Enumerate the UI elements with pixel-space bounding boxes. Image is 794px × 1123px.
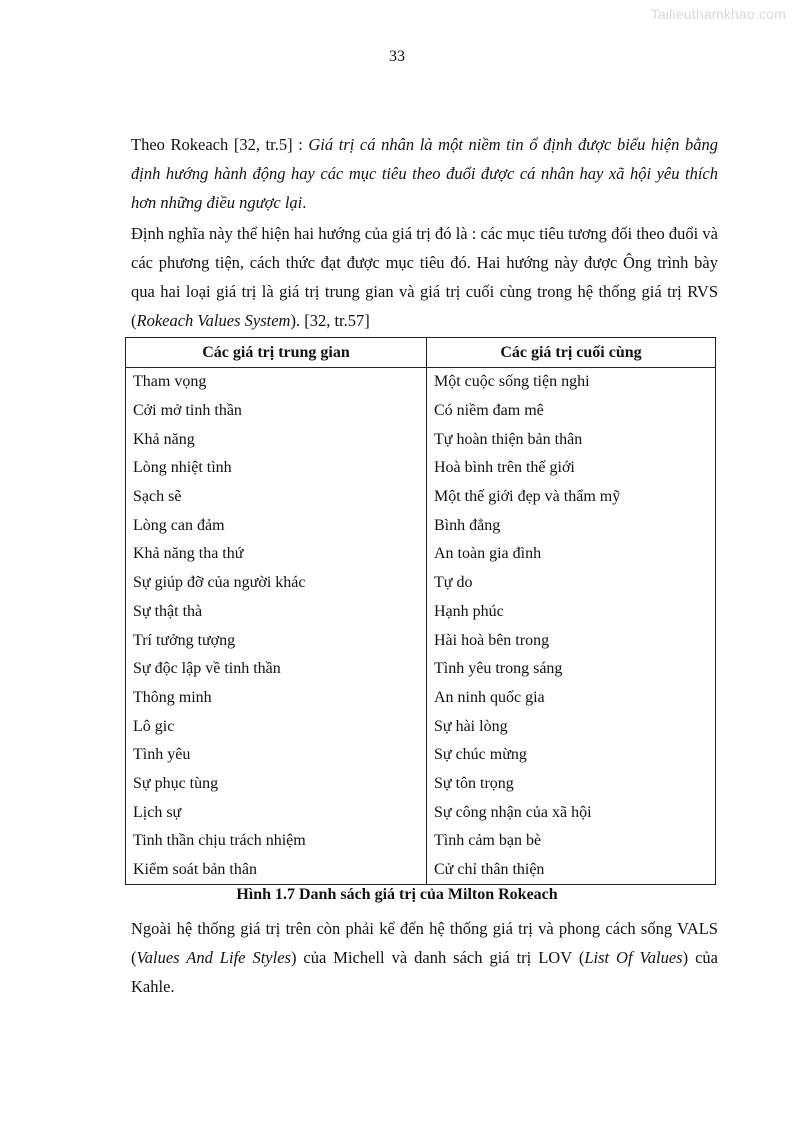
table-cell-instrumental: Sự giúp đỡ của người khác bbox=[126, 569, 427, 598]
table-cell-terminal: Sự chúc mừng bbox=[427, 741, 716, 770]
table-cell-instrumental: Thông minh bbox=[126, 684, 427, 713]
table-row bbox=[126, 712, 716, 741]
table-cell-instrumental: Lòng nhiệt tình bbox=[126, 454, 427, 483]
table-cell-instrumental: Sự độc lập về tinh thần bbox=[126, 655, 427, 684]
table-row bbox=[126, 569, 716, 598]
table-cell-instrumental: Sự thật thà bbox=[126, 598, 427, 627]
table-row bbox=[126, 540, 716, 569]
table-row bbox=[126, 368, 716, 397]
table-row bbox=[126, 598, 716, 627]
table-cell-terminal: Hài hoà bên trong bbox=[427, 626, 716, 655]
table-cell-terminal: Tự hoàn thiện bản thân bbox=[427, 425, 716, 454]
paragraph-text: ). [32, tr.57] bbox=[290, 311, 370, 330]
table-cell-terminal: An toàn gia đình bbox=[427, 540, 716, 569]
table-row bbox=[126, 856, 716, 885]
table-cell-instrumental: Lòng can đảm bbox=[126, 511, 427, 540]
table-cell-instrumental: Lô gic bbox=[126, 712, 427, 741]
table-cell-terminal: Hạnh phúc bbox=[427, 598, 716, 627]
table-cell-terminal: Sự tôn trọng bbox=[427, 770, 716, 799]
table-cell-instrumental: Tham vọng bbox=[126, 368, 427, 397]
paragraph-text: Định nghĩa này thể hiện hai hướng của giá trị đó là : các mục tiêu tương đối theo đuổi và các phương tiện, cách thức đạt được mục tiêu đó. Hai hướng này được Ông trình bày qua hai loại giá trị là giá trị trung gian và giá trị cuối cùng trong hệ thống giá trị RVS ( bbox=[131, 224, 718, 330]
paragraph-definition-explanation bbox=[131, 219, 718, 335]
page-number: 33 bbox=[389, 48, 405, 65]
table-cell-terminal: Hoà bình trên thế giới bbox=[427, 454, 716, 483]
table-header-instrumental: Các giá trị trung gian bbox=[126, 338, 427, 368]
table-cell-instrumental: Khả năng bbox=[126, 425, 427, 454]
table-row bbox=[126, 454, 716, 483]
paragraph-italic-text: Rokeach Values System bbox=[136, 311, 291, 330]
paragraph-text: Ngoài hệ thống giá trị trên còn phải kể đến hệ thống giá trị và phong cách sống VALS ( bbox=[131, 919, 718, 967]
table-cell-instrumental: Lịch sự bbox=[126, 798, 427, 827]
table-cell-instrumental: Cởi mở tinh thần bbox=[126, 397, 427, 426]
paragraph-text: ) của Kahle. bbox=[131, 948, 718, 996]
table-cell-terminal: Một cuộc sống tiện nghi bbox=[427, 368, 716, 397]
table-row bbox=[126, 397, 716, 426]
paragraph-text: . bbox=[302, 193, 307, 212]
watermark: Tailieuthamkhao.com bbox=[650, 6, 786, 22]
table-row bbox=[126, 655, 716, 684]
table-cell-terminal: Cử chỉ thân thiện bbox=[427, 856, 716, 885]
table-cell-terminal: Bình đẳng bbox=[427, 511, 716, 540]
table-cell-instrumental: Tình yêu bbox=[126, 741, 427, 770]
table-row bbox=[126, 425, 716, 454]
paragraph-italic-text: List Of Values bbox=[584, 948, 683, 967]
table-body bbox=[126, 368, 716, 885]
table-cell-instrumental: Trí tưởng tượng bbox=[126, 626, 427, 655]
table-cell-instrumental: Sự phục tùng bbox=[126, 770, 427, 799]
table-cell-terminal: Tình yêu trong sáng bbox=[427, 655, 716, 684]
table-row bbox=[126, 770, 716, 799]
table-cell-terminal: An ninh quốc gia bbox=[427, 684, 716, 713]
table-row bbox=[126, 827, 716, 856]
paragraph-rokeach-definition bbox=[131, 130, 718, 217]
paragraph-italic-text: Giá trị cá nhân là một niềm tin ổ định được biểu hiện bằng định hướng hành động hay các mục tiêu theo đuổi được cá nhân hay xã hội yêu thích hơn những điều ngược lại bbox=[131, 135, 718, 212]
table-cell-terminal: Sự hài lòng bbox=[427, 712, 716, 741]
table-row bbox=[126, 626, 716, 655]
paragraph-text: Theo Rokeach [32, tr.5] : bbox=[131, 135, 309, 154]
table-cell-instrumental: Khả năng tha thứ bbox=[126, 540, 427, 569]
table-cell-terminal: Tự do bbox=[427, 569, 716, 598]
values-table bbox=[125, 337, 716, 885]
table-header-row bbox=[126, 338, 716, 368]
table-row bbox=[126, 741, 716, 770]
table-header-terminal: Các giá trị cuối cùng bbox=[427, 338, 716, 368]
paragraph-italic-text: Values And Life Styles bbox=[136, 948, 291, 967]
table-cell-instrumental: Sạch sẽ bbox=[126, 483, 427, 512]
table-row bbox=[126, 511, 716, 540]
figure-caption: Hình 1.7 Danh sách giá trị của Milton Rokeach bbox=[236, 886, 558, 903]
paragraph-text: ) của Michell và danh sách giá trị LOV ( bbox=[290, 948, 585, 967]
table-row bbox=[126, 798, 716, 827]
table-cell-instrumental: Kiểm soát bản thân bbox=[126, 856, 427, 885]
table-cell-instrumental: Tinh thần chịu trách nhiệm bbox=[126, 827, 427, 856]
table-cell-terminal: Có niềm đam mê bbox=[427, 397, 716, 426]
table-cell-terminal: Một thế giới đẹp và thẩm mỹ bbox=[427, 483, 716, 512]
table-row bbox=[126, 684, 716, 713]
table-row bbox=[126, 483, 716, 512]
table-cell-terminal: Sự công nhận của xã hội bbox=[427, 798, 716, 827]
table-cell-terminal: Tình cảm bạn bè bbox=[427, 827, 716, 856]
paragraph-vals-lov bbox=[131, 914, 718, 1001]
